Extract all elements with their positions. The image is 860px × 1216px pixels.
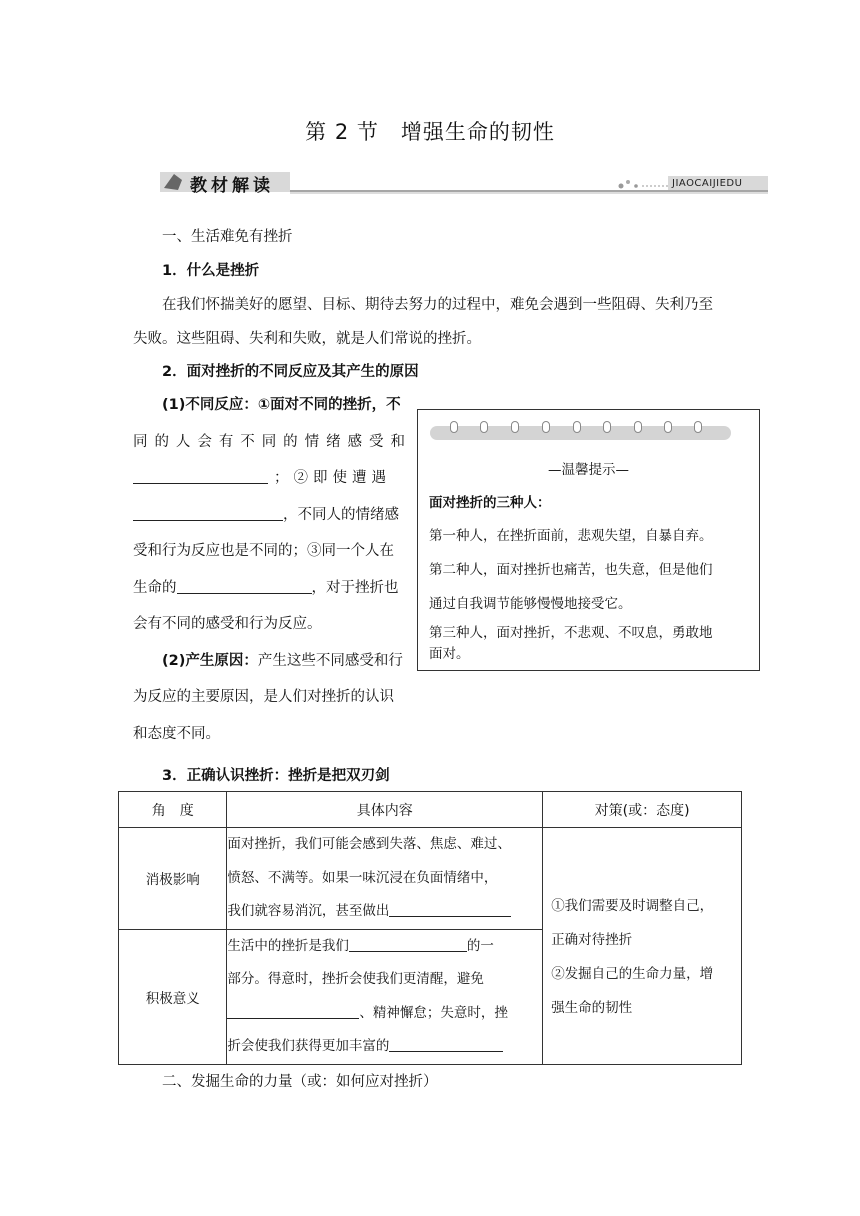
strategy-cell: ①我们需要及时调整自己， 正确对待挫折 ②发掘自己的生命力量，增 强生命的韧性 bbox=[543, 828, 742, 1065]
tip-line: 第二种人，面对挫折也痛苦，也失意，但是他们 bbox=[429, 562, 713, 578]
binder-ring-icon bbox=[664, 421, 672, 433]
fill-blank[interactable] bbox=[177, 579, 312, 594]
text-line: 受和行为反应也是不同的；③同一个人在 bbox=[133, 543, 394, 559]
tip-line: 第一种人，在挫折面前，悲观失望，自暴自弃。 bbox=[429, 528, 713, 544]
reactions-column bbox=[133, 395, 405, 760]
banner-label: 教材解读 bbox=[190, 176, 274, 196]
page-title: 第 2 节 增强生命的韧性 bbox=[305, 120, 555, 144]
text-line: 会有不同的感受和行为反应。 bbox=[133, 616, 322, 632]
column-header: 对策(或：态度) bbox=[543, 792, 742, 828]
fill-blank[interactable] bbox=[133, 506, 283, 521]
binder-ring-icon bbox=[694, 421, 702, 433]
binder-ring-icon bbox=[573, 421, 581, 433]
binder-ring-icon bbox=[603, 421, 611, 433]
paragraph-line: 在我们怀揣美好的愿望、目标、期待去努力的过程中，难免会遇到一些阻碍、失利乃至 bbox=[162, 297, 713, 313]
column-header: 角 度 bbox=[119, 792, 227, 828]
binder-ring-icon bbox=[450, 421, 458, 433]
tip-subtitle: 面对挫折的三种人： bbox=[429, 495, 551, 511]
tip-line: 面对。 bbox=[429, 646, 470, 662]
section-heading: 一、生活难免有挫折 bbox=[162, 229, 293, 245]
text-line: (2)产生原因：产生这些不同感受和行 bbox=[162, 652, 403, 669]
fill-blank[interactable] bbox=[227, 1004, 359, 1019]
binder-ring-icon bbox=[511, 421, 519, 433]
text-line: ，不同人的情绪感 bbox=[133, 505, 405, 542]
table-cell: 生活中的挫折是我们 的一 部分。得意时，挫折会使我们更清醒，避免 、精神懈怠；失意时，挫 折会使我们获得更加丰富的 bbox=[227, 929, 543, 1064]
text-line: (1)不同反应：①面对不同的挫折，不 bbox=[162, 397, 401, 413]
frustration-table bbox=[118, 791, 742, 1065]
table-header-row bbox=[119, 792, 742, 828]
row-label: 积极意义 bbox=[119, 929, 227, 1064]
text-line: 生命的 ，对于挫折也 bbox=[133, 579, 399, 596]
row-label: 消极影响 bbox=[119, 828, 227, 930]
question-2: 2．面对挫折的不同反应及其产生的原因 bbox=[162, 364, 419, 380]
binder-ring-icon bbox=[480, 421, 488, 433]
text-line: 同 的 人 会 有 不 同 的 情 绪 感 受 和 bbox=[133, 433, 405, 450]
paragraph-line: 失败。这些阻碍、失利和失败，就是人们常说的挫折。 bbox=[133, 331, 481, 347]
text-line: 为反应的主要原因，是人们对挫折的认识 bbox=[133, 689, 394, 705]
table-cell: 面对挫折，我们可能会感到失落、焦虑、难过、 愤怒、不满等。如果一味沉浸在负面情绪中， 我们就容易消沉，甚至做出 bbox=[227, 828, 543, 930]
text-line: 和态度不同。 bbox=[133, 725, 220, 742]
fill-blank[interactable] bbox=[133, 469, 268, 484]
banner-english: JIAOCAIJIEDU bbox=[672, 178, 743, 189]
text-line: ；②即使遭遇 bbox=[133, 468, 405, 505]
question-1: 1．什么是挫折 bbox=[162, 263, 260, 279]
tip-line: 第三种人，面对挫折，不悲观、不叹息，勇敢地 bbox=[429, 625, 713, 641]
tip-box bbox=[417, 409, 760, 671]
tip-line: 通过自我调节能够慢慢地接受它。 bbox=[429, 596, 632, 612]
table-row bbox=[119, 828, 742, 930]
binder-ring-icon bbox=[634, 421, 642, 433]
question-3: 3．正确认识挫折：挫折是把双刃剑 bbox=[162, 768, 390, 784]
column-header: 具体内容 bbox=[227, 792, 543, 828]
fill-blank[interactable] bbox=[389, 902, 511, 917]
tip-title: —温馨提示— bbox=[548, 462, 629, 478]
fill-blank[interactable] bbox=[349, 937, 467, 952]
fill-blank[interactable] bbox=[389, 1037, 503, 1052]
section-heading: 二、发掘生命的力量（或：如何应对挫折） bbox=[162, 1074, 438, 1090]
binder-ring-icon bbox=[542, 421, 550, 433]
